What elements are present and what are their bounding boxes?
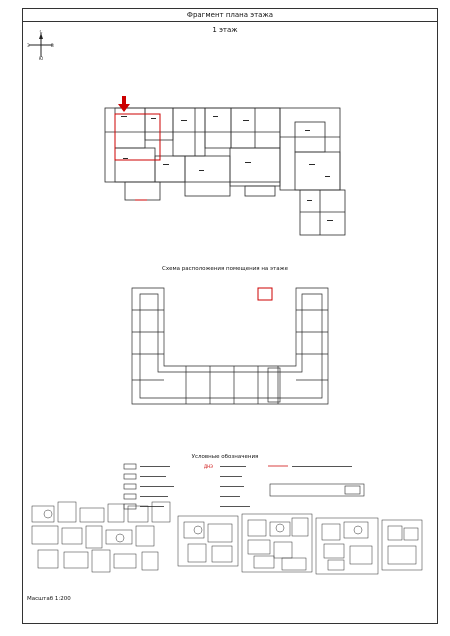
floor-plan-fragment — [95, 92, 365, 252]
legend-title: Условные обозначения — [191, 454, 259, 460]
highlighted-room — [115, 114, 160, 200]
compass-south: Ю — [38, 56, 44, 60]
compass-north: С — [39, 30, 43, 34]
sheet-title: Фрагмент плана этажа — [22, 8, 438, 22]
symbols-area — [28, 496, 433, 584]
compass-east: В — [51, 43, 54, 48]
entrance-arrow — [118, 96, 130, 112]
scheme-title: Схема расположения помещения на этаже — [162, 266, 288, 272]
scale-label: Масштаб 1:200 — [27, 596, 71, 602]
compass — [26, 30, 56, 60]
scheme-highlight — [258, 288, 272, 300]
compass-west: З — [27, 43, 30, 48]
floor-label: 1 этаж — [212, 26, 238, 34]
legend-highlight-label: ДНЭ — [204, 464, 213, 469]
location-scheme — [128, 280, 338, 410]
